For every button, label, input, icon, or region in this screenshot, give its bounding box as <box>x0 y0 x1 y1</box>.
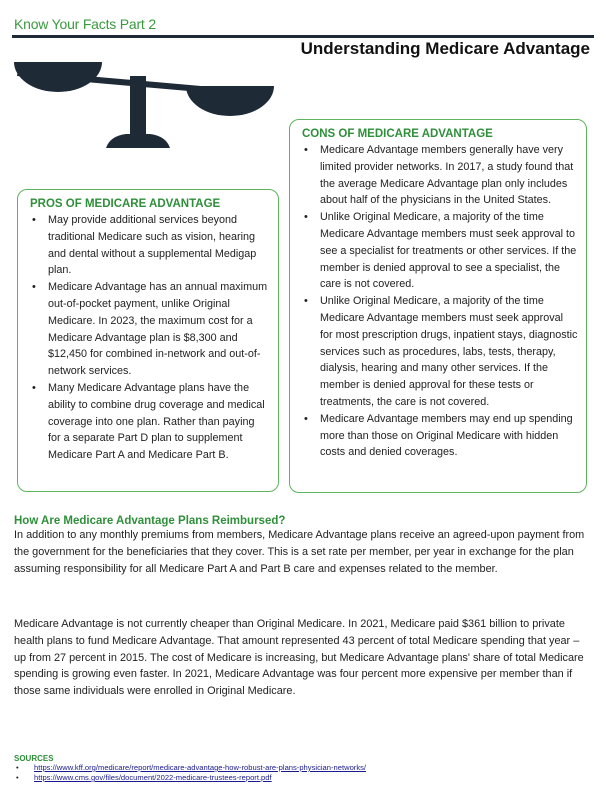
series-kicker: Know Your Facts Part 2 <box>14 16 156 32</box>
cons-panel <box>289 119 587 493</box>
list-item: • Many Medicare Advantage plans have the ability to combine drug coverage and medical coverage into one plan. Rather than paying for a separate Part D plan to supplement Medicare Part A and Medicare Part B. <box>26 380 270 464</box>
sources-section <box>14 754 594 783</box>
reimbursement-section <box>14 515 592 577</box>
list-item: • Medicare Advantage members may end up spending more than those on Original Medicare with hidden costs and denied coverages. <box>298 411 578 461</box>
section-heading: How Are Medicare Advantage Plans Reimbursed? <box>14 515 286 527</box>
source-item <box>14 773 594 783</box>
body-paragraph: In addition to any monthly premiums from members, Medicare Advantage plans receive an agreed-upon payment from the government for the beneficiaries that they cover. This is a set rate per member, per year in exchange for the plan assuming responsibility for all Medicare Part A and Part B care and expenses related to the member. <box>14 529 585 575</box>
list-item: • May provide additional services beyond traditional Medicare such as vision, hearing and dental without a supplemental Medigap plan. <box>26 212 270 279</box>
cons-heading: CONS OF MEDICARE ADVANTAGE <box>302 128 493 140</box>
balance-scale-icon <box>10 56 274 156</box>
source-link[interactable]: https://www.cms.gov/files/document/2022-medicare-trustees-report.pdf <box>34 773 272 782</box>
list-item: • Unlike Original Medicare, a majority of the time Medicare Advantage members must seek approval to see a specialist for treatments or other services. If the member is denied approval to see a specialist, the care is not covered. <box>298 209 578 293</box>
pros-heading: PROS OF MEDICARE ADVANTAGE <box>30 198 221 210</box>
pros-panel <box>17 189 279 492</box>
page-title: Understanding Medicare Advantage <box>300 39 590 58</box>
source-link[interactable]: https://www.kff.org/medicare/report/medicare-advantage-how-robust-are-plans-physician-networks/ <box>34 763 367 772</box>
cons-list <box>298 142 578 461</box>
sources-label: SOURCES <box>14 754 54 763</box>
cost-section <box>14 616 592 700</box>
sources-list <box>14 763 594 783</box>
header-rule <box>12 35 594 38</box>
list-item: • Medicare Advantage has an annual maximum out-of-pocket payment, unlike Original Medicare. In 2023, the maximum cost for a Medicare Advantage plan is $8,300 and $12,450 for combined in-network and out-of-network services. <box>26 279 270 380</box>
list-item: • Unlike Original Medicare, a majority of the time Medicare Advantage members must seek approval for most prescription drugs, inpatient stays, diagnostic services such as procedures, labs, tests, therapy, dialysis, hearing and many other services. If the member is denied approval for these tests or treatments, the care is not covered. <box>298 293 578 411</box>
pros-list <box>26 212 270 464</box>
body-paragraph: Medicare Advantage is not currently cheaper than Original Medicare. In 2021, Medicare paid $361 billion to private health plans to fund Medicare Advantage. That amount represented 43 percent of total Medicare spending that year – up from 27 percent in 2015. The cost of Medicare is increasing, but Medicare Advantage plans' share of total Medicare spending is growing even faster. In 2021, Medicare Advantage was four percent more expensive per member than if those same individuals were enrolled in Original Medicare. <box>14 618 584 698</box>
source-item <box>14 763 594 773</box>
list-item: • Medicare Advantage members generally have very limited provider networks. In 2017, a study found that the average Medicare Advantage plan only includes about half of the physicians in the United States. <box>298 142 578 209</box>
